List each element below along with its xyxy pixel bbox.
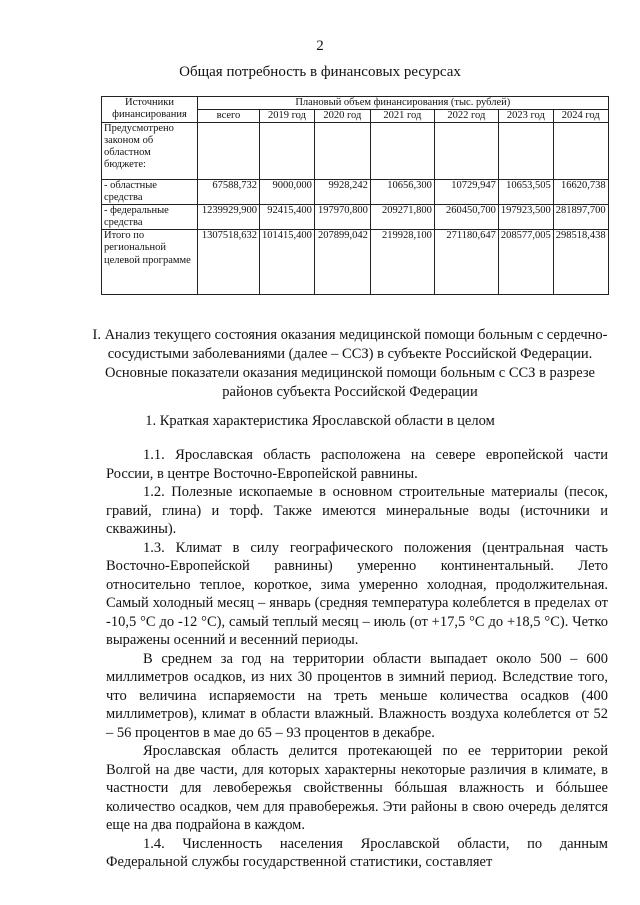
section-title: I. Анализ текущего состояния оказания медицинской помощи больным с сердечно-сосудистыми заболеваниями (далее – ССЗ) в субъекте Российской Федерации. Основные показатели оказания медицинской помощи больным с ССЗ в разрезе районов субъекта Российской Федерации <box>92 327 608 400</box>
table-cell: 207899,042 <box>314 230 370 295</box>
table-cell: 16620,738 <box>553 180 608 205</box>
column-header: 2022 год <box>434 110 498 123</box>
table-cell: 1239929,900 <box>198 205 260 230</box>
table-cell: 271180,647 <box>434 230 498 295</box>
table-row <box>102 180 609 205</box>
table-cell: 298518,438 <box>553 230 608 295</box>
row-label: Предусмотрено законом об областном бюджете: <box>102 123 198 180</box>
table-cell: 67588,732 <box>198 180 260 205</box>
row-label: Итого по региональной целевой программе <box>102 230 198 295</box>
table-cell: 219928,100 <box>370 230 434 295</box>
column-header: всего <box>198 110 260 123</box>
paragraph: 1.2. Полезные ископаемые в основном строительные материалы (песок, гравий, глина) и торф. Также имеются минеральные воды (источники и скважины). <box>106 484 608 537</box>
column-header: 2023 год <box>498 110 553 123</box>
table-cell: 92415,400 <box>260 205 315 230</box>
table-cell: 197970,800 <box>314 205 370 230</box>
paragraph: Ярославская область делится протекающей по ее территории рекой Волгой на две части, для которых характерны некоторые различия в климате, в частности для левобережья свойственны бóльшая влажность и бóльшее количество осадков, чем для правобережья. Эти районы в свою очередь делятся еще на два подрайона в каждом. <box>106 743 608 833</box>
paragraph: 1.1. Ярославская область расположена на севере европейской части России, в центре Восточно-Европейской равнины. <box>106 447 608 482</box>
row-label: - федеральные средства <box>102 205 198 230</box>
table-cell: 9928,242 <box>314 180 370 205</box>
financing-table <box>101 96 609 295</box>
table-cell: 10653,505 <box>498 180 553 205</box>
table-cell: 209271,800 <box>370 205 434 230</box>
table-row <box>102 123 609 180</box>
header-source: Источники финансирования <box>102 97 198 123</box>
paragraph: В среднем за год на территории области выпадает около 500 – 600 миллиметров осадков, из них 30 процентов в зимний период. Вследствие того, что величина испаряемости на треть меньше количества осадков (400 миллиметров), климат в области влажный. Влажность воздуха колеблется от 52 – 56 процентов в мае до 65 – 93 процентов в декабре. <box>106 650 608 741</box>
table-cell: 208577,005 <box>498 230 553 295</box>
paragraph: 1.4. Численность населения Ярославской области, по данным Федеральной службы государственной статистики, составляет <box>106 835 608 870</box>
table-header-row <box>102 97 609 110</box>
table-cell: 260450,700 <box>434 205 498 230</box>
body-text <box>106 446 608 872</box>
table-row <box>102 230 609 295</box>
table-cell: 10729,947 <box>434 180 498 205</box>
table-row <box>102 205 609 230</box>
table-cell: 197923,500 <box>498 205 553 230</box>
table-cell: 9000,000 <box>260 180 315 205</box>
header-plan: Плановый объем финансирования (тыс. рублей) <box>198 97 609 110</box>
column-header: 2019 год <box>260 110 315 123</box>
subsection-title: 1. Краткая характеристика Ярославской области в целом <box>145 413 495 429</box>
paragraph: 1.3. Климат в силу географического положения (центральная часть Восточно-Европейской равнины) умеренно континентальный. Лето относительно теплое, короткое, зима умеренно холодная, продолжительная. Самый холодный месяц – январь (средняя температура колеблется в пределах от -10,5 °С до -12 °С), самый теплый месяц – июль (от +17,5 °С до +18,5 °С). Четко выражены осенний и весенний периоды. <box>106 539 608 648</box>
row-label: - областные средства <box>102 180 198 205</box>
table-caption: Общая потребность в финансовых ресурсах <box>179 64 461 80</box>
page-number: 2 <box>316 38 324 54</box>
table-cell: 281897,700 <box>553 205 608 230</box>
table-cell: 1307518,632 <box>198 230 260 295</box>
table-cell: 101415,400 <box>260 230 315 295</box>
column-header: 2021 год <box>370 110 434 123</box>
column-header: 2024 год <box>553 110 608 123</box>
column-header: 2020 год <box>314 110 370 123</box>
table-cell: 10656,300 <box>370 180 434 205</box>
